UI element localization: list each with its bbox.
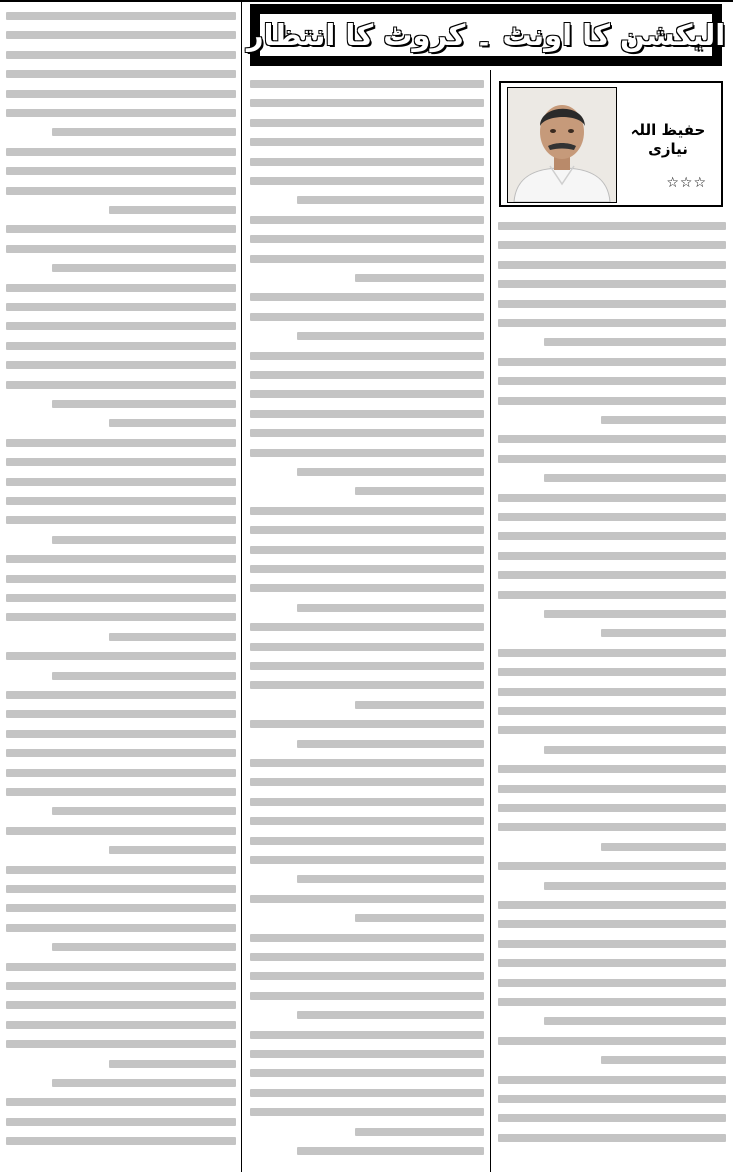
text-line bbox=[498, 397, 726, 405]
text-line bbox=[498, 765, 726, 773]
author-name: حفیظ اللہ نیازی bbox=[630, 121, 706, 158]
text-line bbox=[6, 924, 236, 932]
text-line bbox=[498, 280, 726, 288]
text-line bbox=[6, 361, 236, 369]
text-line bbox=[498, 1114, 726, 1122]
text-line bbox=[250, 429, 484, 437]
text-line bbox=[250, 817, 484, 825]
text-line bbox=[544, 746, 726, 754]
text-line bbox=[250, 856, 484, 864]
text-line bbox=[498, 435, 726, 443]
text-line bbox=[6, 90, 236, 98]
text-line bbox=[250, 972, 484, 980]
text-line bbox=[498, 552, 726, 560]
text-line bbox=[498, 998, 726, 1006]
text-line bbox=[6, 284, 236, 292]
text-line bbox=[250, 1031, 484, 1039]
text-line bbox=[498, 241, 726, 249]
text-line bbox=[250, 1069, 484, 1077]
text-line bbox=[250, 313, 484, 321]
text-line bbox=[250, 1089, 484, 1097]
text-line bbox=[250, 798, 484, 806]
text-line bbox=[52, 536, 236, 544]
rating-stars: ☆☆☆ bbox=[666, 175, 707, 191]
text-line bbox=[6, 1040, 236, 1048]
text-line bbox=[6, 691, 236, 699]
text-line bbox=[355, 701, 484, 709]
text-line bbox=[109, 206, 236, 214]
text-line bbox=[498, 959, 726, 967]
text-line bbox=[52, 807, 236, 815]
text-line bbox=[297, 604, 484, 612]
text-line bbox=[250, 99, 484, 107]
text-line bbox=[6, 187, 236, 195]
text-line bbox=[498, 823, 726, 831]
text-line bbox=[109, 846, 236, 854]
text-line bbox=[355, 487, 484, 495]
text-line bbox=[498, 726, 726, 734]
text-line bbox=[6, 730, 236, 738]
text-line bbox=[250, 895, 484, 903]
text-line bbox=[52, 128, 236, 136]
text-line bbox=[498, 920, 726, 928]
text-line bbox=[498, 1037, 726, 1045]
text-line bbox=[6, 31, 236, 39]
text-line bbox=[6, 749, 236, 757]
text-line bbox=[498, 494, 726, 502]
text-line bbox=[498, 358, 726, 366]
text-line bbox=[498, 804, 726, 812]
text-line bbox=[250, 662, 484, 670]
text-line bbox=[498, 571, 726, 579]
text-line bbox=[250, 410, 484, 418]
text-line bbox=[601, 416, 726, 424]
text-line bbox=[601, 1056, 726, 1064]
text-line bbox=[544, 474, 726, 482]
text-line bbox=[544, 338, 726, 346]
text-line bbox=[6, 342, 236, 350]
text-line bbox=[544, 1017, 726, 1025]
text-line bbox=[6, 613, 236, 621]
text-line bbox=[250, 681, 484, 689]
text-line bbox=[250, 759, 484, 767]
text-line bbox=[250, 177, 484, 185]
text-line bbox=[498, 668, 726, 676]
text-line bbox=[498, 1076, 726, 1084]
text-line bbox=[250, 546, 484, 554]
text-line bbox=[601, 629, 726, 637]
text-column-middle bbox=[250, 74, 484, 1166]
headline: الیکشن کا اونٹ ۔ کروٹ کا انتظار bbox=[246, 18, 726, 52]
text-line bbox=[250, 216, 484, 224]
headline-frame bbox=[246, 13, 726, 57]
text-line bbox=[6, 478, 236, 486]
text-line bbox=[250, 992, 484, 1000]
text-line bbox=[297, 332, 484, 340]
text-line bbox=[355, 274, 484, 282]
text-line bbox=[6, 866, 236, 874]
text-line bbox=[250, 934, 484, 942]
text-line bbox=[52, 943, 236, 951]
text-line bbox=[6, 148, 236, 156]
text-line bbox=[52, 400, 236, 408]
text-line bbox=[250, 507, 484, 515]
text-line bbox=[498, 1095, 726, 1103]
text-line bbox=[250, 1050, 484, 1058]
text-line bbox=[498, 300, 726, 308]
text-line bbox=[297, 875, 484, 883]
text-line bbox=[6, 1098, 236, 1106]
text-line bbox=[498, 940, 726, 948]
text-line bbox=[250, 119, 484, 127]
text-line bbox=[6, 963, 236, 971]
text-line bbox=[250, 138, 484, 146]
text-line bbox=[250, 526, 484, 534]
text-line bbox=[6, 652, 236, 660]
portrait-graphic bbox=[508, 88, 616, 202]
text-line bbox=[355, 914, 484, 922]
column-divider-left bbox=[241, 0, 242, 1172]
text-line bbox=[6, 322, 236, 330]
text-line bbox=[6, 245, 236, 253]
text-line bbox=[52, 672, 236, 680]
text-line bbox=[498, 377, 726, 385]
text-line bbox=[6, 1021, 236, 1029]
top-border bbox=[0, 0, 733, 2]
text-line bbox=[498, 591, 726, 599]
text-line bbox=[6, 575, 236, 583]
text-line bbox=[6, 1137, 236, 1145]
text-line bbox=[6, 225, 236, 233]
text-line bbox=[6, 12, 236, 20]
text-line bbox=[297, 1011, 484, 1019]
text-line bbox=[250, 837, 484, 845]
text-line bbox=[498, 862, 726, 870]
text-line bbox=[250, 449, 484, 457]
text-line bbox=[297, 196, 484, 204]
text-line bbox=[6, 303, 236, 311]
text-line bbox=[6, 982, 236, 990]
text-line bbox=[250, 255, 484, 263]
text-line bbox=[250, 1108, 484, 1116]
text-line bbox=[52, 1079, 236, 1087]
text-line bbox=[250, 293, 484, 301]
author-portrait-icon bbox=[507, 87, 617, 203]
text-line bbox=[6, 885, 236, 893]
text-line bbox=[250, 778, 484, 786]
text-line bbox=[498, 455, 726, 463]
text-line bbox=[109, 1060, 236, 1068]
text-line bbox=[498, 707, 726, 715]
text-line bbox=[297, 468, 484, 476]
text-line bbox=[250, 390, 484, 398]
text-line bbox=[250, 565, 484, 573]
text-line bbox=[250, 158, 484, 166]
text-line bbox=[6, 70, 236, 78]
text-line bbox=[250, 371, 484, 379]
text-line bbox=[6, 594, 236, 602]
text-line bbox=[6, 381, 236, 389]
text-line bbox=[498, 319, 726, 327]
text-line bbox=[6, 167, 236, 175]
text-line bbox=[6, 1118, 236, 1126]
text-line bbox=[109, 633, 236, 641]
text-line bbox=[109, 419, 236, 427]
text-line bbox=[498, 785, 726, 793]
text-line bbox=[250, 623, 484, 631]
author-box bbox=[499, 81, 723, 207]
text-line bbox=[6, 497, 236, 505]
text-line bbox=[544, 882, 726, 890]
text-line bbox=[498, 649, 726, 657]
text-line bbox=[6, 51, 236, 59]
text-line bbox=[297, 1147, 484, 1155]
text-line bbox=[498, 979, 726, 987]
text-line bbox=[250, 352, 484, 360]
text-column-right bbox=[498, 216, 726, 1166]
text-line bbox=[6, 904, 236, 912]
text-line bbox=[250, 643, 484, 651]
text-line bbox=[6, 109, 236, 117]
text-line bbox=[498, 513, 726, 521]
text-line bbox=[52, 264, 236, 272]
column-divider-right bbox=[490, 70, 491, 1172]
text-line bbox=[6, 788, 236, 796]
text-line bbox=[498, 222, 726, 230]
text-line bbox=[6, 516, 236, 524]
text-line bbox=[498, 532, 726, 540]
text-column-left bbox=[6, 6, 236, 1166]
text-line bbox=[6, 458, 236, 466]
headline-banner bbox=[246, 4, 726, 66]
text-line bbox=[6, 769, 236, 777]
text-line bbox=[355, 1128, 484, 1136]
text-line bbox=[6, 710, 236, 718]
text-line bbox=[250, 235, 484, 243]
text-line bbox=[601, 843, 726, 851]
text-line bbox=[250, 584, 484, 592]
text-line bbox=[498, 688, 726, 696]
text-line bbox=[6, 1001, 236, 1009]
text-line bbox=[250, 80, 484, 88]
text-line bbox=[6, 439, 236, 447]
text-line bbox=[297, 740, 484, 748]
text-line bbox=[498, 901, 726, 909]
text-line bbox=[498, 1134, 726, 1142]
text-line bbox=[544, 610, 726, 618]
text-line bbox=[498, 261, 726, 269]
text-line bbox=[250, 953, 484, 961]
text-line bbox=[6, 555, 236, 563]
text-line bbox=[250, 720, 484, 728]
text-line bbox=[6, 827, 236, 835]
